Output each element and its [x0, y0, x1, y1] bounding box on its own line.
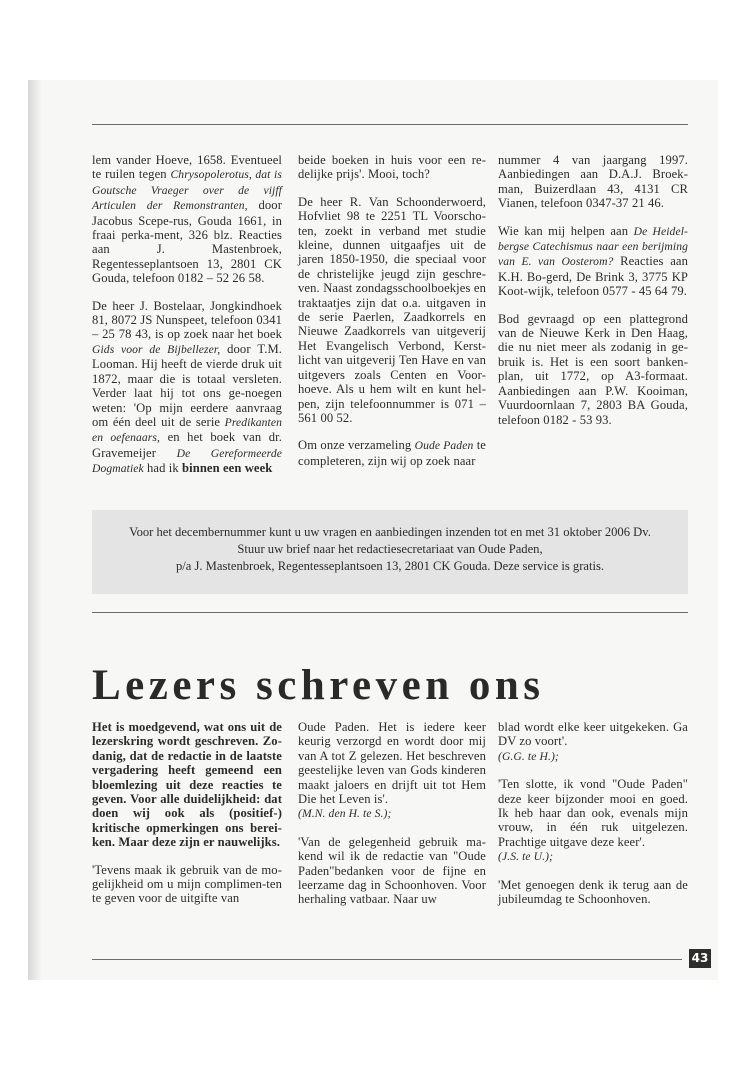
text-run: Wie kan mij helpen aan — [498, 223, 634, 238]
section-heading: Lezers schreven ons — [92, 662, 545, 709]
notice-line: Stuur uw brief naar het redactiesecretariaat van Oude Paden, — [237, 542, 543, 556]
letter-text: blad wordt elke keer uitgekeken. Ga DV zo voort'. — [498, 720, 688, 749]
text-run: door Jacobus Scepe-rus, Gouda 1661, in fraai perka-ment, 326 blz. Reacties aan J. Mastenbroek, Regentesseplantsoen 13, 2801 CK Gouda, telefoon 0182 – 52 26 58. — [92, 198, 282, 286]
letters-column-3 — [498, 720, 688, 919]
book-title: Predikanten en oefenaars, — [92, 415, 282, 445]
notice-line: Voor het decembernummer kunt u uw vragen en aanbiedingen inzenden tot en met 31 oktober 2006 Dv. — [129, 525, 651, 539]
classified-item — [92, 153, 282, 286]
section-intro: Het is moedgevend, wat ons uit de lezerskring wordt geschreven. Zo-danig, dat de redactie in de laatste vergadering heeft gemeend een bloemlezing uit deze reacties te geven. Voor alle duidelijkheid: dat doen wij ook als (positief-) kritische opmerkingen ons berei-ken. Maar deze zijn er nauwelijks. — [92, 720, 282, 850]
bold-text: binnen een week — [182, 461, 273, 476]
book-title: De Gereformeerde Dogmatiek — [92, 446, 283, 476]
classified-item: beide boeken in huis voor een re-delijke prijs'. Mooi, toch? — [298, 153, 486, 182]
reader-letter — [498, 777, 688, 864]
letters-column-1 — [92, 720, 282, 919]
classifieds-column-3 — [498, 153, 688, 440]
classifieds-column-1 — [92, 153, 282, 490]
text-run: lem vander Hoeve, 1658. Eventueel te ruilen tegen — [92, 153, 282, 182]
classified-item — [498, 224, 688, 299]
section-rule — [92, 612, 688, 613]
classified-item: Bod gevraagd op een plattegrond van de Nieuwe Kerk in Den Haag, die nu niet meer als zodanig in ge-bruik is. Het is een soort banken-plan, uit 1772, op A3-formaat. Aanbiedingen aan P.W. Kooiman, Vuurdoornlaan 7, 2803 BA Gouda, telefoon 0182 - 53 93. — [498, 311, 688, 427]
magazine-title: Oude Paden — [414, 439, 474, 453]
letter-signature: (J.S. te U.); — [498, 850, 554, 864]
letter-text: 'Ten slotte, ik vond "Oude Paden" deze keer bijzonder mooi en goed. Ik heb haar dan ook, evenals mijn vrouw, in één ruk uitgelezen. Prachtige uitgave deze keer'. — [498, 777, 688, 849]
classified-item: nummer 4 van jaargang 1997. Aanbiedingen aan D.A.J. Broek-man, Buizerdlaan 43, 4131 CR Vianen, telefoon 0347-37 21 46. — [498, 153, 688, 211]
classified-item — [298, 438, 486, 468]
text-run: De heer J. Bostelaar, Jongkindhoek 81, 8072 JS Nunspeet, telefoon 0341 – 25 78 43, is op zoek naar het boek — [92, 298, 282, 342]
text-run: Reacties aan K.H. Bo-gerd, De Brink 3, 3775 KP Koot-wijk, telefoon 0577 - 45 64 79. — [498, 254, 688, 299]
page-number: 43 — [689, 949, 711, 968]
reader-letter: 'Van de gelegenheid gebruik ma-kend wil ik de redactie van "Oude Paden"bedanken voor de fijne en leerzame dag in Schoonhoven. Voor herhaling vatbaar. Naar uw — [298, 834, 486, 907]
letter-text: Oude Paden. Het is iedere keer keurig verzorgd en wordt door mij van A tot Z gelezen. Het beschreven geestelijke leven van Gods kinderen maakt jaloers en drijft uit tot Hem Die het Leven is'. — [298, 720, 486, 807]
letter-signature: (G.G. te H.); — [498, 749, 559, 763]
letter-signature: (M.N. den H. te S.); — [298, 807, 392, 821]
notice-text — [92, 524, 688, 575]
text-run: te completeren, zijn wij op zoek naar — [298, 438, 486, 468]
reader-letter: 'Tevens maak ik gebruik van de mo-gelijkheid om u mijn complimen-ten te geven voor de uitgifte van — [92, 862, 282, 906]
letters-column-2 — [298, 720, 486, 920]
classified-item: De heer R. Van Schoonderwoerd, Hofvliet 98 te 2251 TL Voorscho-ten, zoekt in verband met studie kleine, dunnen uitgaafjes uit de jaren 1850-1950, die speciaal voor de christelijke jeugd zijn geschre-ven. Naast zondagsschoolboekjes en traktaatjes zijn dat o.a. uitgaven in de serie Paerlen, Zaadkorrels en Nieuwe Zaadkorrels van uitgeverij Het Evangelisch Verbond, Kerst-licht van uitgeverij Ten Have en van uitgevers zoals Centen en Voor-hoeve. Als u hem wilt en kunt hel-pen, zijn telefoonnummer is 071 – 561 00 52. — [298, 194, 486, 425]
footer-rule — [92, 959, 682, 960]
notice-line: p/a J. Mastenbroek, Regentesseplantsoen 13, 2801 CK Gouda. Deze service is gratis. — [175, 559, 605, 573]
reader-letter — [498, 720, 688, 764]
text-run: had ik — [143, 461, 183, 476]
top-rule — [92, 124, 688, 125]
book-title: De Heidel-bergse Catechismus naar een berijming van E. van Oosterom? — [498, 224, 688, 269]
text-run: door T.M. Looman. Hij heeft de vierde druk uit 1872, maar die is totaal versleten. Verder laat hij tot ons ge-noegen weten: 'Op mijn eerdere aanvraag om één deel uit de serie — [92, 341, 282, 429]
classifieds-column-2 — [298, 153, 486, 481]
reader-letter: 'Met genoegen denk ik terug aan de jubileumdag te Schoonhoven. — [498, 877, 688, 907]
book-title: Gids voor de Bijbellezer, — [92, 342, 221, 356]
text-run: Om onze verzameling — [298, 438, 415, 453]
reader-letter — [298, 720, 486, 822]
book-title: Chrysopolerotus, dat is Goutsche Vraeger over de vijff Articulen der Remonstranten, — [92, 168, 282, 213]
text-run: en het boek van dr. Gravemeijer — [92, 430, 283, 460]
page-spine-shadow — [28, 80, 42, 980]
classified-item — [92, 299, 282, 477]
